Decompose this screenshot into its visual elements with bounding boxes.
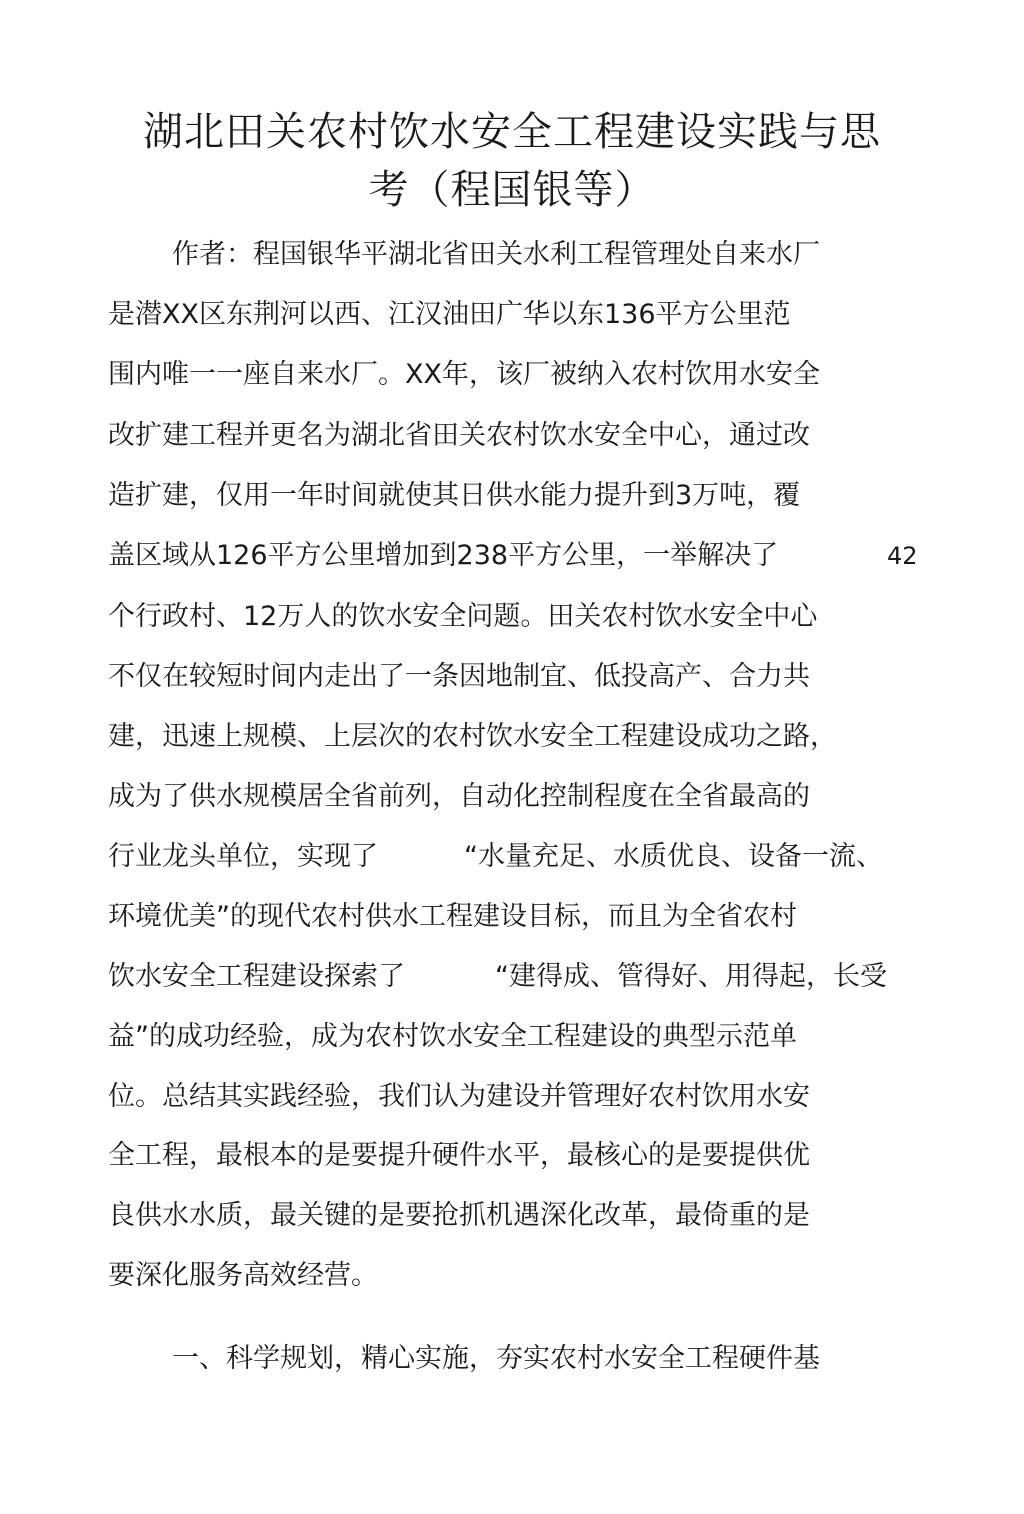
- paragraph-line: 不仅在较短时间内走出了一条因地制宜、低投高产、合力共: [108, 661, 810, 692]
- paragraph-line: 个行政村、12万人的饮水安全问题。田关农村饮水安全中心: [108, 601, 818, 632]
- paragraph-line: 围内唯一一座自来水厂。XX年，该厂被纳入农村饮用水安全: [108, 359, 820, 390]
- paragraph-line: 饮水安全工程建设探索了: [108, 961, 405, 992]
- paragraph-line-quote: “水量充足、水质优良、设备一流、: [464, 841, 883, 872]
- paragraph-line: 作者：程国银华平湖北省田关水利工程管理处自来水厂: [172, 239, 820, 270]
- paragraph-line-number: 42: [887, 542, 918, 570]
- paragraph-line: 环境优美”的现代农村供水工程建设目标，而且为全省农村: [108, 901, 797, 932]
- title-line-2: 考（程国银等）: [368, 167, 656, 213]
- paragraph-line: 建，迅速上规模、上层次的农村饮水安全工程建设成功之路，: [108, 721, 837, 752]
- paragraph-line: 是潜XX区东荆河以西、江汉油田广华以东136平方公里范: [108, 299, 791, 330]
- title-line-1: 湖北田关农村饮水安全工程建设实践与思: [143, 109, 881, 155]
- paragraph-line: 成为了供水规模居全省前列，自动化控制程度在全省最高的: [108, 781, 810, 812]
- paragraph-line-quote: “建得成、管得好、用得起，长受: [495, 961, 887, 992]
- paragraph-line: 要深化服务高效经营。: [108, 1260, 378, 1291]
- paragraph-line: 益”的成功经验，成为农村饮水安全工程建设的典型示范单: [108, 1021, 797, 1052]
- paragraph-line: 全工程，最根本的是要提升硬件水平，最核心的是要提供优: [108, 1140, 810, 1171]
- paragraph-line: 良供水水质，最关键的是要抢抓机遇深化改革，最倚重的是: [108, 1200, 810, 1231]
- paragraph-line: 位。总结其实践经验，我们认为建设并管理好农村饮用水安: [108, 1081, 810, 1112]
- paragraph-line: 造扩建，仅用一年时间就使其日供水能力提升到3万吨，覆: [108, 480, 801, 511]
- paragraph-line: 行业龙头单位，实现了: [108, 841, 378, 872]
- paragraph-line: 改扩建工程并更名为湖北省田关农村饮水安全中心，通过改: [108, 420, 810, 451]
- paragraph-line: 盖区域从126平方公里增加到238平方公里，一举解决了: [108, 540, 779, 571]
- section-heading: 一、科学规划，精心实施，夯实农村水安全工程硬件基: [172, 1343, 820, 1374]
